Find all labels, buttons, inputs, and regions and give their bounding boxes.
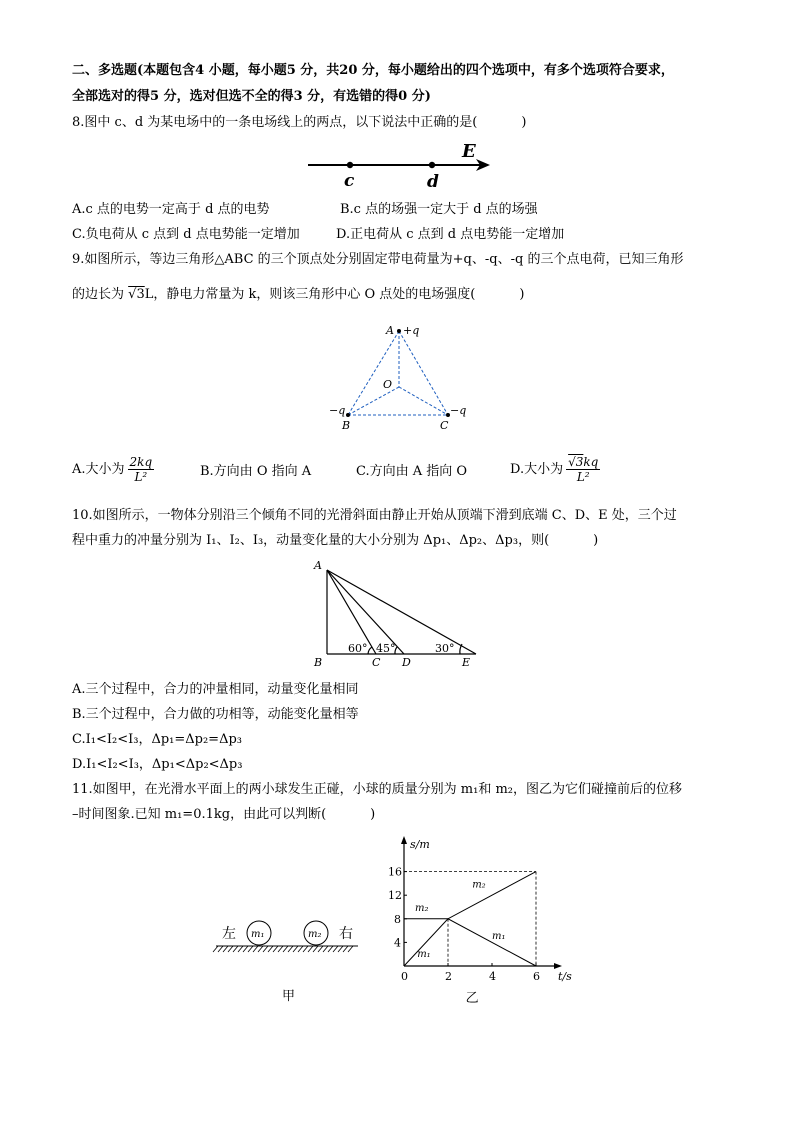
hatch-mark bbox=[283, 946, 288, 952]
q9-option-b: B.方向由 O 指向 A bbox=[200, 464, 312, 479]
q8-option-c: C.负电荷从 c 点到 d 点电势能一定增加 bbox=[72, 227, 300, 242]
hatch-mark bbox=[288, 946, 293, 952]
q8-figure bbox=[300, 138, 500, 194]
x-tick-label: 6 bbox=[533, 970, 540, 983]
hatch-mark bbox=[258, 946, 263, 952]
q10-figure bbox=[310, 558, 486, 670]
hatch-mark bbox=[313, 946, 318, 952]
hatch-mark bbox=[333, 946, 338, 952]
x-axis-arrow bbox=[554, 963, 562, 969]
arc-60 bbox=[368, 647, 372, 654]
hatch-mark bbox=[338, 946, 343, 952]
hatch-mark bbox=[273, 946, 278, 952]
point-d bbox=[429, 162, 435, 168]
y-tick-label: 4 bbox=[394, 936, 401, 950]
hatch-mark bbox=[243, 946, 248, 952]
label-C: C bbox=[372, 656, 381, 669]
section-header-line1: 二、多选题(本题包含4 小题，每小题5 分，共20 分，每小题给出的四个选项中，有多个选项符合要求， bbox=[72, 63, 674, 78]
q8-stem: 8.图中 c、d 为某电场中的一条电场线上的两点，以下说法中正确的是( ) bbox=[72, 115, 527, 130]
q10-stem-line1: 10.如图所示，一物体分别沿三个倾角不同的光滑斜面由静止开始从顶端下滑到底端 C、D、E 处，三个过 bbox=[72, 508, 677, 523]
hatch-mark bbox=[328, 946, 333, 952]
hatch-mark bbox=[248, 946, 253, 952]
series-label-before-2: m₂ bbox=[415, 903, 429, 915]
q8-option-a: A.c 点的电势一定高于 d 点的电势 bbox=[72, 202, 270, 217]
angle-30: 30° bbox=[435, 642, 455, 655]
median-ob bbox=[348, 387, 399, 415]
label-A: A bbox=[314, 559, 322, 572]
label-O: O bbox=[383, 378, 393, 391]
hatch-mark bbox=[213, 946, 218, 952]
hatch-mark bbox=[293, 946, 298, 952]
label-minusq-b: −q bbox=[329, 404, 346, 417]
x-tick-label: 0 bbox=[401, 970, 408, 983]
label-right: 右 bbox=[339, 926, 353, 942]
y-tick-label: 16 bbox=[388, 865, 402, 879]
median-oc bbox=[399, 387, 448, 415]
x-axis-label: t/s bbox=[558, 970, 572, 983]
q9-option-a: A.大小为 $\frac{2kq}{\text{L²}}$ bbox=[72, 455, 153, 484]
q11-stem-line1: 11.如图甲，在光滑水平面上的两小球发生正碰，小球的质量分别为 m₁和 m₂，图乙为它们碰撞前后的位移 bbox=[72, 782, 683, 797]
series-label-before-1: m₁ bbox=[417, 949, 431, 961]
q10-option-c: C.I₁<I₂<I₃，Δp₁=Δp₂=Δp₃ bbox=[72, 732, 242, 747]
label-m2: m₂ bbox=[308, 929, 322, 940]
hatch-mark bbox=[228, 946, 233, 952]
y-axis-label: s/m bbox=[410, 838, 430, 851]
label-A: A bbox=[386, 324, 394, 337]
label-D: D bbox=[402, 656, 411, 669]
q8-option-d: D.正电荷从 c 点到 d 点电势能一定增加 bbox=[336, 227, 565, 242]
series-label-after-1: m₁ bbox=[492, 930, 506, 942]
hatch-mark bbox=[348, 946, 353, 952]
point-c bbox=[347, 162, 353, 168]
vertex-b bbox=[346, 413, 350, 417]
angle-60: 60° bbox=[348, 642, 368, 655]
hatch-mark bbox=[233, 946, 238, 952]
q11-st-chart bbox=[380, 834, 594, 1006]
ground-hatch bbox=[213, 946, 353, 952]
series-label-after-2: m₂ bbox=[472, 879, 486, 891]
hatch-mark bbox=[343, 946, 348, 952]
y-axis-arrow bbox=[401, 836, 407, 844]
q9-stem-line1: 9.如图所示，等边三角形△ABC 的三个顶点处分别固定带电荷量为+q、-q、-q 的三个点电荷，已知三角形 bbox=[72, 252, 684, 267]
q10-option-a: A.三个过程中，合力的冲量相同，动量变化量相同 bbox=[72, 682, 359, 697]
side-ac bbox=[399, 331, 448, 415]
q9-stem-line2: 的边长为 √3L，静电力常量为 k，则该三角形中心 O 点处的电场强度( ) bbox=[72, 287, 525, 302]
hatch-mark bbox=[223, 946, 228, 952]
hatch-mark bbox=[238, 946, 243, 952]
caption-yi: 乙 bbox=[465, 991, 479, 1006]
hatch-mark bbox=[308, 946, 313, 952]
q11-stem-line2: –时间图象.已知 m₁=0.1kg，由此可以判断( ) bbox=[72, 807, 376, 822]
q9-option-c: C.方向由 A 指向 O bbox=[356, 464, 468, 479]
q10-option-b: B.三个过程中，合力做的功相等，动能变化量相等 bbox=[72, 707, 359, 722]
side-ab bbox=[348, 331, 399, 415]
hatch-mark bbox=[298, 946, 303, 952]
hatch-mark bbox=[278, 946, 283, 952]
q11-figure-jia bbox=[212, 908, 364, 1006]
label-c: c bbox=[344, 171, 355, 191]
angle-45: 45° bbox=[376, 642, 396, 655]
label-minusq-c: −q bbox=[450, 404, 467, 417]
label-m1: m₁ bbox=[251, 929, 265, 940]
label-B: B bbox=[342, 419, 351, 432]
y-tick-label: 12 bbox=[388, 889, 402, 903]
label-E: E bbox=[462, 141, 476, 162]
hatch-mark bbox=[263, 946, 268, 952]
hatch-mark bbox=[323, 946, 328, 952]
x-tick-label: 2 bbox=[445, 970, 452, 983]
hatch-mark bbox=[318, 946, 323, 952]
caption-jia: 甲 bbox=[282, 989, 296, 1004]
section-header-line2: 全部选对的得5 分，选对但选不全的得3 分，有选错的得0 分) bbox=[72, 89, 431, 104]
y-tick-label: 8 bbox=[394, 912, 401, 926]
label-C: C bbox=[440, 419, 449, 432]
hatch-mark bbox=[303, 946, 308, 952]
label-plusq: +q bbox=[403, 324, 420, 337]
hatch-mark bbox=[218, 946, 223, 952]
vertex-a bbox=[397, 329, 401, 333]
q10-option-d: D.I₁<I₂<I₃，Δp₁<Δp₂<Δp₃ bbox=[72, 757, 243, 772]
q10-stem-line2: 程中重力的冲量分别为 I₁、I₂、I₃，动量变化量的大小分别为 Δp₁、Δp₂、Δp₃，则( ) bbox=[72, 533, 599, 548]
x-tick-label: 4 bbox=[489, 970, 496, 983]
q9-figure bbox=[326, 318, 476, 436]
label-d: d bbox=[427, 172, 439, 192]
q9-option-d: D.大小为 $\frac{√3kq}{\text{L²}}$ bbox=[510, 455, 599, 484]
label-B: B bbox=[314, 656, 323, 669]
q8-option-b: B.c 点的场强一定大于 d 点的场强 bbox=[340, 202, 538, 217]
hatch-mark bbox=[253, 946, 258, 952]
label-E: E bbox=[462, 656, 471, 669]
hatch-mark bbox=[268, 946, 273, 952]
label-left: 左 bbox=[222, 926, 236, 942]
